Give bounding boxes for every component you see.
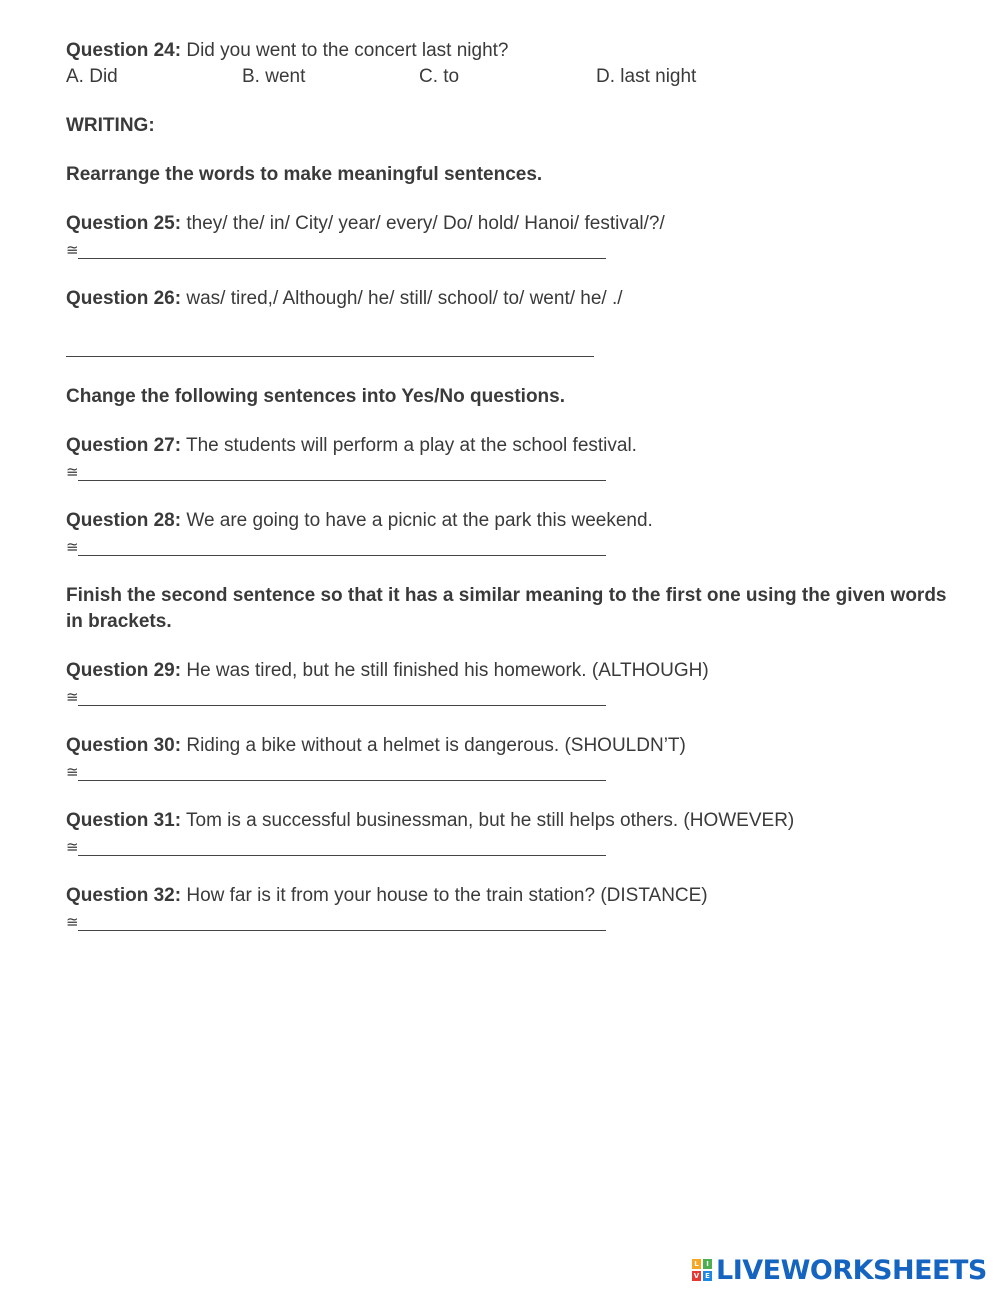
question-26 bbox=[66, 286, 623, 312]
question-label: Question 32: bbox=[66, 885, 182, 906]
section-instruction-rewrite: Finish the second sentence so that it has a similar meaning to the first one using the given words in brackets. bbox=[66, 585, 947, 632]
answer-rule bbox=[78, 555, 606, 556]
question-text: How far is it from your house to the train station? (DISTANCE) bbox=[181, 885, 708, 906]
question-29 bbox=[66, 658, 709, 684]
question-32 bbox=[66, 883, 708, 909]
question-24 bbox=[66, 38, 509, 64]
answer-marker: ≅ bbox=[66, 242, 79, 259]
question-label: Question 28: bbox=[66, 510, 182, 531]
answer-marker: ≅ bbox=[66, 914, 79, 931]
answer-line-28[interactable] bbox=[66, 540, 611, 560]
section-instruction-yes-no: Change the following sentences into Yes/No questions. bbox=[66, 386, 566, 407]
option-b[interactable]: B. went bbox=[242, 66, 306, 87]
question-text: Tom is a successful businessman, but he still helps others. (HOWEVER) bbox=[181, 810, 795, 831]
question-text: Riding a bike without a helmet is dangerous. (SHOULDN’T) bbox=[181, 735, 686, 756]
question-label: Question 25: bbox=[66, 213, 182, 234]
question-label: Question 29: bbox=[66, 660, 182, 681]
answer-rule bbox=[78, 705, 606, 706]
answer-marker: ≅ bbox=[66, 764, 79, 781]
question-label: Question 31: bbox=[66, 810, 182, 831]
section-instruction-rearrange: Rearrange the words to make meaningful sentences. bbox=[66, 164, 543, 185]
question-text: He was tired, but he still finished his homework. (ALTHOUGH) bbox=[181, 660, 709, 681]
option-c[interactable]: C. to bbox=[419, 66, 460, 87]
question-label: Question 27: bbox=[66, 435, 182, 456]
question-label: Question 26: bbox=[66, 288, 182, 309]
option-d[interactable]: D. last night bbox=[596, 66, 697, 87]
question-label: Question 24: bbox=[66, 40, 182, 61]
question-text: We are going to have a picnic at the park this weekend. bbox=[181, 510, 653, 531]
question-28 bbox=[66, 508, 653, 534]
liveworksheets-logo[interactable] bbox=[692, 1254, 987, 1286]
answer-line-31[interactable] bbox=[66, 840, 611, 860]
answer-marker: ≅ bbox=[66, 464, 79, 481]
answer-line-26[interactable] bbox=[66, 341, 596, 361]
answer-marker: ≅ bbox=[66, 539, 79, 556]
answer-rule bbox=[78, 930, 606, 931]
answer-marker: ≅ bbox=[66, 839, 79, 856]
answer-line-29[interactable] bbox=[66, 690, 611, 710]
question-text: The students will perform a play at the school festival. bbox=[181, 435, 637, 456]
answer-rule bbox=[78, 780, 606, 781]
question-label: Question 30: bbox=[66, 735, 182, 756]
question-30 bbox=[66, 733, 686, 759]
answer-line-32[interactable] bbox=[66, 915, 611, 935]
question-31 bbox=[66, 808, 794, 834]
question-text: Did you went to the concert last night? bbox=[181, 40, 509, 61]
answer-rule bbox=[78, 258, 606, 259]
question-27 bbox=[66, 433, 637, 459]
logo-block: L bbox=[692, 1259, 701, 1269]
answer-line-27[interactable] bbox=[66, 465, 611, 485]
logo-text: LIVEWORKSHEETS bbox=[716, 1254, 987, 1286]
answer-line-30[interactable] bbox=[66, 765, 611, 785]
logo-block: E bbox=[703, 1271, 712, 1281]
question-text: was/ tired,/ Although/ he/ still/ school/ to/ went/ he/ ./ bbox=[181, 288, 623, 309]
question-25 bbox=[66, 211, 665, 237]
answer-rule bbox=[66, 356, 594, 357]
option-a[interactable]: A. Did bbox=[66, 66, 118, 87]
answer-line-25[interactable] bbox=[66, 243, 611, 263]
answer-rule bbox=[78, 855, 606, 856]
question-text: they/ the/ in/ City/ year/ every/ Do/ hold/ Hanoi/ festival/?/ bbox=[181, 213, 665, 234]
writing-heading: WRITING: bbox=[66, 115, 155, 136]
logo-block: I bbox=[703, 1259, 712, 1269]
answer-marker: ≅ bbox=[66, 689, 79, 706]
logo-block: V bbox=[693, 1272, 700, 1280]
answer-rule bbox=[78, 480, 606, 481]
logo-blocks-icon bbox=[692, 1259, 712, 1281]
